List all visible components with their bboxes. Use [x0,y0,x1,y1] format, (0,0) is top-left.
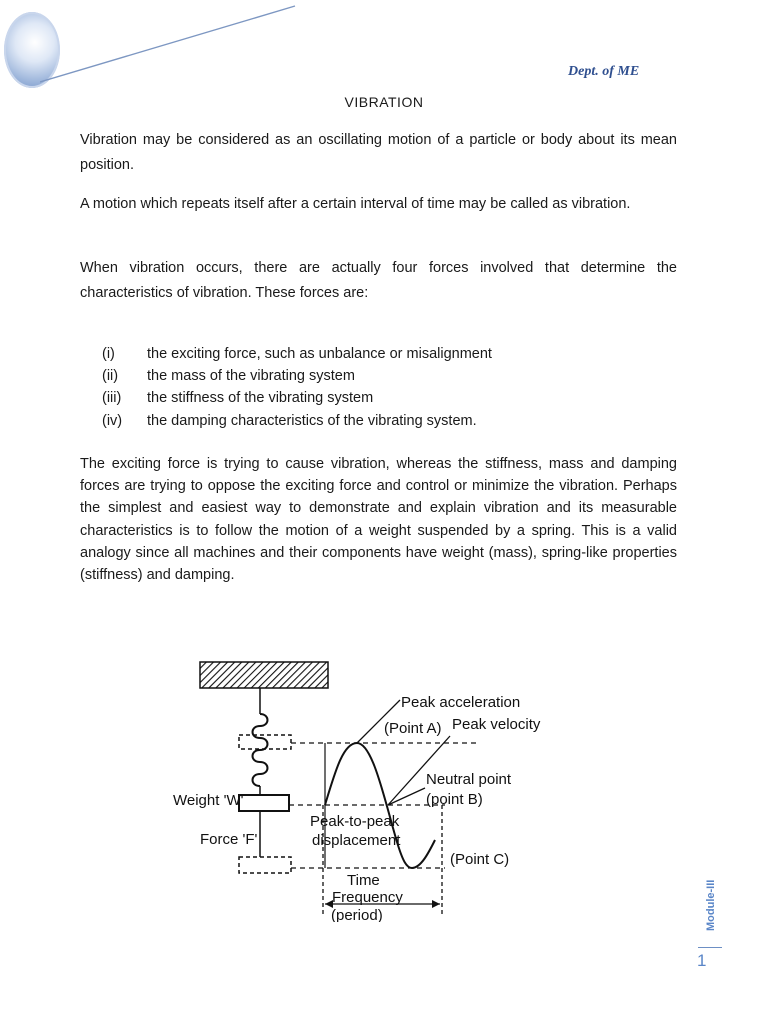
list-item-text: the exciting force, such as unbalance or misalignment [147,346,492,362]
neutral-point-label: Neutral point [426,771,512,788]
time-label: Time [347,872,380,889]
paragraph-spring-analogy: The exciting force is trying to cause vibration, whereas the stiffness, mass and damping forces are trying to oppose the exciting force and control or minimize the vibration. Perhaps the simplest and easiest way to demonstrate and explain vibration and its measurable characteristics is to follow the motion of a weight suspended by a spring. This is a valid analogy since all machines and their components have weight (mass), spring-like properties (stiffness) and damping. [80,456,677,584]
list-item-text: the damping characteristics of the vibrating system. [147,412,477,429]
header-rule [40,0,340,90]
list-item-text: the stiffness of the vibrating system [147,390,374,407]
weight-block [239,795,289,811]
point-a-label: (Point A) [384,720,442,737]
peak-acceleration-label: Peak acceleration [401,694,521,711]
page-title: VIBRATION [344,94,424,110]
lower-position-box [239,857,291,873]
list-item [102,387,492,409]
forces-list [102,343,492,432]
list-item-text: the mass of the vibrating system [147,368,355,385]
spring-coil [253,714,268,786]
period-arrow-head-right [432,900,440,908]
spring-mass-figure [145,652,605,922]
list-item [102,365,492,387]
fixed-support [200,662,328,688]
module-label: Module-III [705,879,717,931]
point-b-label: (point B) [426,791,483,808]
list-item-number: (i) [102,346,115,362]
upper-position-box [239,735,291,749]
list-item-number: (iv) [102,412,123,429]
neutral-point-pointer [388,788,425,805]
frequency-label: Frequency [332,889,403,906]
weight-label: Weight 'W' [173,792,244,809]
list-item-number: (iii) [102,390,122,407]
peak-to-peak-label-line1: Peak-to-peak [310,813,400,830]
paragraph-forces-intro: When vibration occurs, there are actually four forces involved that determine the characteristics of vibration. These forces are: [80,260,677,301]
paragraph-repeat-motion: A motion which repeats itself after a certain interval of time may be called as vibration. [80,196,631,212]
list-item-number: (ii) [102,368,119,385]
peak-to-peak-label-line2: displacement [312,832,401,849]
force-label: Force 'F' [200,831,258,848]
page-number: 1 [697,951,707,970]
list-item [102,343,492,365]
paragraph-definition: Vibration may be considered as an oscillating motion of a particle or body about its mean position. [80,132,677,173]
list-item [102,410,492,432]
peak-velocity-label: Peak velocity [452,716,541,733]
period-label: (period) [331,907,383,922]
department-label: Dept. of ME [568,64,640,79]
point-c-label: (Point C) [450,851,510,868]
